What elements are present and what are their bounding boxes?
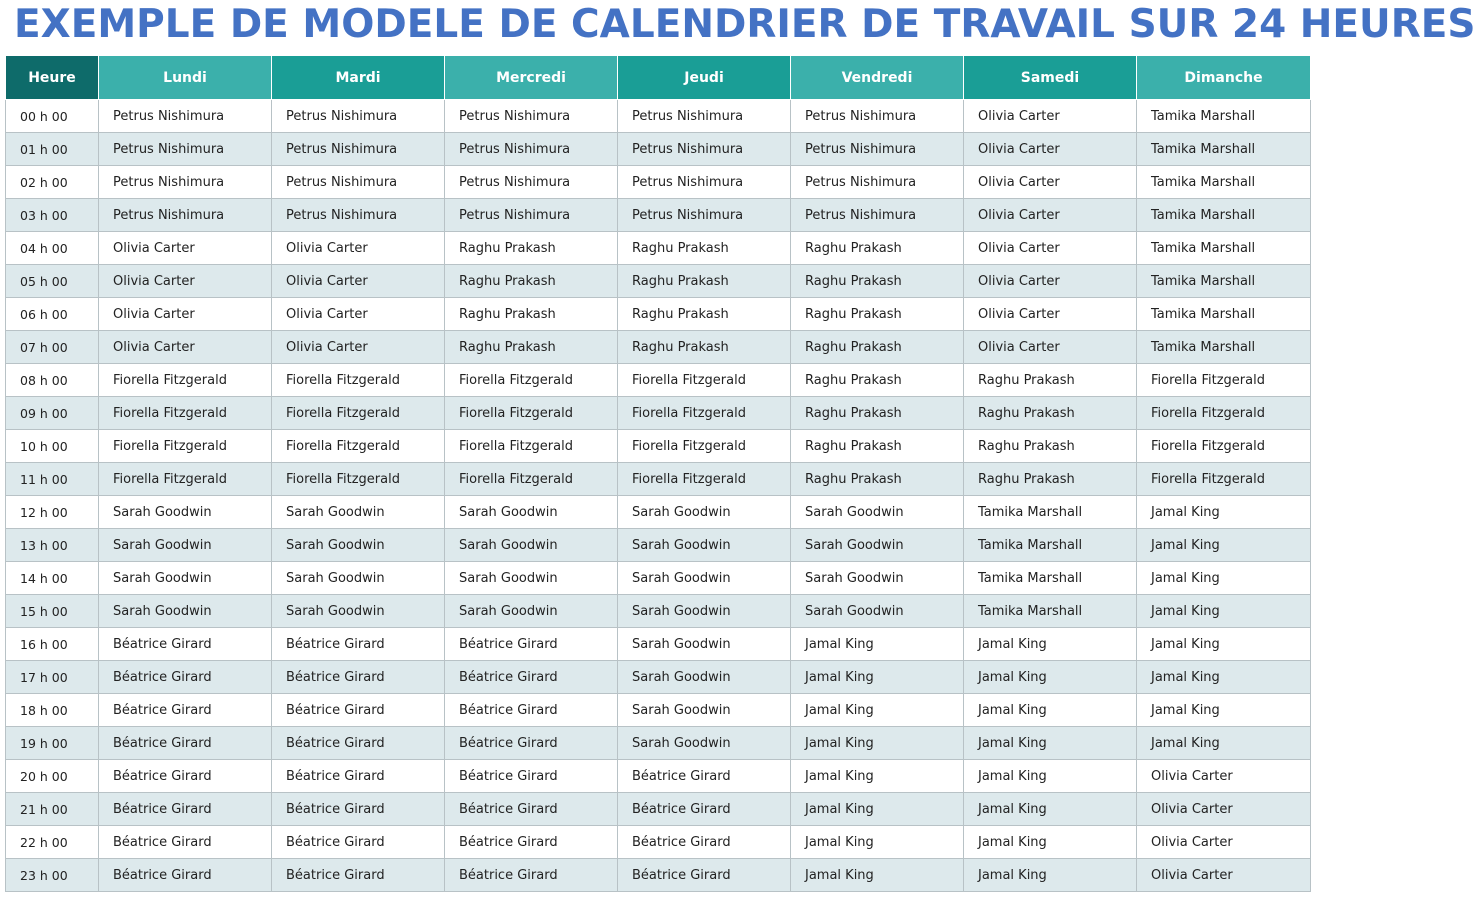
shift-cell-samedi[interactable]: Jamal King bbox=[964, 628, 1137, 661]
shift-cell-vendredi[interactable]: Jamal King bbox=[791, 727, 964, 760]
table-row bbox=[6, 562, 1311, 595]
shift-cell-samedi[interactable]: Tamika Marshall bbox=[964, 496, 1137, 529]
shift-cell-jeudi[interactable]: Béatrice Girard bbox=[618, 826, 791, 859]
shift-cell-mardi[interactable]: Petrus Nishimura bbox=[272, 166, 445, 199]
shift-cell-samedi[interactable]: Raghu Prakash bbox=[964, 397, 1137, 430]
hour-cell[interactable]: 19 h 00 bbox=[6, 727, 99, 760]
shift-cell-mercredi[interactable]: Béatrice Girard bbox=[445, 628, 618, 661]
shift-cell-samedi[interactable]: Olivia Carter bbox=[964, 265, 1137, 298]
shift-cell-mardi[interactable]: Béatrice Girard bbox=[272, 793, 445, 826]
header-cell-vendredi[interactable]: Vendredi bbox=[791, 56, 964, 100]
shift-cell-jeudi[interactable]: Béatrice Girard bbox=[618, 793, 791, 826]
shift-cell-vendredi[interactable]: Petrus Nishimura bbox=[791, 133, 964, 166]
shift-cell-vendredi[interactable]: Raghu Prakash bbox=[791, 331, 964, 364]
shift-cell-mercredi[interactable]: Béatrice Girard bbox=[445, 694, 618, 727]
shift-cell-mardi[interactable]: Olivia Carter bbox=[272, 298, 445, 331]
shift-cell-dimanche[interactable]: Tamika Marshall bbox=[1137, 133, 1311, 166]
hour-cell[interactable]: 03 h 00 bbox=[6, 199, 99, 232]
shift-cell-samedi[interactable]: Raghu Prakash bbox=[964, 463, 1137, 496]
shift-cell-jeudi[interactable]: Raghu Prakash bbox=[618, 331, 791, 364]
table-row bbox=[6, 628, 1311, 661]
header-cell-dimanche[interactable]: Dimanche bbox=[1137, 56, 1311, 100]
header-cell-jeudi[interactable]: Jeudi bbox=[618, 56, 791, 100]
shift-cell-vendredi[interactable]: Petrus Nishimura bbox=[791, 166, 964, 199]
shift-cell-mercredi[interactable]: Petrus Nishimura bbox=[445, 133, 618, 166]
shift-cell-samedi[interactable]: Jamal King bbox=[964, 826, 1137, 859]
shift-cell-vendredi[interactable]: Raghu Prakash bbox=[791, 265, 964, 298]
shift-cell-jeudi[interactable]: Petrus Nishimura bbox=[618, 166, 791, 199]
hour-cell[interactable]: 16 h 00 bbox=[6, 628, 99, 661]
hour-cell[interactable]: 11 h 00 bbox=[6, 463, 99, 496]
hour-cell[interactable]: 07 h 00 bbox=[6, 331, 99, 364]
shift-cell-mercredi[interactable]: Raghu Prakash bbox=[445, 298, 618, 331]
shift-cell-jeudi[interactable]: Sarah Goodwin bbox=[618, 529, 791, 562]
table-row bbox=[6, 463, 1311, 496]
table-row bbox=[6, 694, 1311, 727]
shift-cell-vendredi[interactable]: Jamal King bbox=[791, 694, 964, 727]
shift-cell-lundi[interactable]: Sarah Goodwin bbox=[99, 595, 272, 628]
shift-cell-lundi[interactable]: Olivia Carter bbox=[99, 232, 272, 265]
shift-cell-jeudi[interactable]: Raghu Prakash bbox=[618, 265, 791, 298]
hour-cell[interactable]: 15 h 00 bbox=[6, 595, 99, 628]
shift-cell-samedi[interactable]: Raghu Prakash bbox=[964, 364, 1137, 397]
shift-cell-samedi[interactable]: Olivia Carter bbox=[964, 298, 1137, 331]
shift-cell-jeudi[interactable]: Raghu Prakash bbox=[618, 298, 791, 331]
header-cell-heure[interactable]: Heure bbox=[6, 56, 99, 100]
shift-cell-jeudi[interactable]: Sarah Goodwin bbox=[618, 661, 791, 694]
table-row bbox=[6, 793, 1311, 826]
shift-cell-jeudi[interactable]: Sarah Goodwin bbox=[618, 727, 791, 760]
shift-cell-samedi[interactable]: Tamika Marshall bbox=[964, 562, 1137, 595]
shift-cell-samedi[interactable]: Raghu Prakash bbox=[964, 430, 1137, 463]
shift-cell-dimanche[interactable]: Jamal King bbox=[1137, 595, 1311, 628]
shift-cell-vendredi[interactable]: Jamal King bbox=[791, 661, 964, 694]
shift-cell-dimanche[interactable]: Tamika Marshall bbox=[1137, 331, 1311, 364]
shift-cell-vendredi[interactable]: Jamal King bbox=[791, 793, 964, 826]
shift-cell-dimanche[interactable]: Jamal King bbox=[1137, 628, 1311, 661]
shift-cell-mardi[interactable]: Béatrice Girard bbox=[272, 859, 445, 892]
hour-cell[interactable]: 14 h 00 bbox=[6, 562, 99, 595]
table-row bbox=[6, 133, 1311, 166]
shift-cell-samedi[interactable]: Tamika Marshall bbox=[964, 529, 1137, 562]
table-row bbox=[6, 859, 1311, 892]
shift-cell-mardi[interactable]: Olivia Carter bbox=[272, 265, 445, 298]
table-row bbox=[6, 529, 1311, 562]
shift-cell-mercredi[interactable]: Béatrice Girard bbox=[445, 826, 618, 859]
table-row bbox=[6, 661, 1311, 694]
shift-cell-dimanche[interactable]: Jamal King bbox=[1137, 727, 1311, 760]
hour-cell[interactable]: 08 h 00 bbox=[6, 364, 99, 397]
table-row bbox=[6, 265, 1311, 298]
shift-cell-vendredi[interactable]: Sarah Goodwin bbox=[791, 529, 964, 562]
header-row bbox=[6, 56, 1311, 100]
shift-cell-lundi[interactable]: Petrus Nishimura bbox=[99, 166, 272, 199]
shift-cell-mercredi[interactable]: Raghu Prakash bbox=[445, 331, 618, 364]
shift-cell-lundi[interactable]: Béatrice Girard bbox=[99, 760, 272, 793]
hour-cell[interactable]: 12 h 00 bbox=[6, 496, 99, 529]
shift-cell-dimanche[interactable]: Olivia Carter bbox=[1137, 826, 1311, 859]
hour-cell[interactable]: 17 h 00 bbox=[6, 661, 99, 694]
shift-cell-jeudi[interactable]: Fiorella Fitzgerald bbox=[618, 463, 791, 496]
shift-cell-vendredi[interactable]: Raghu Prakash bbox=[791, 364, 964, 397]
shift-cell-mercredi[interactable]: Sarah Goodwin bbox=[445, 562, 618, 595]
shift-cell-mardi[interactable]: Béatrice Girard bbox=[272, 628, 445, 661]
shift-cell-lundi[interactable]: Olivia Carter bbox=[99, 331, 272, 364]
header-cell-mercredi[interactable]: Mercredi bbox=[445, 56, 618, 100]
shift-cell-mardi[interactable]: Petrus Nishimura bbox=[272, 199, 445, 232]
shift-cell-samedi[interactable]: Olivia Carter bbox=[964, 133, 1137, 166]
shift-cell-samedi[interactable]: Jamal King bbox=[964, 661, 1137, 694]
shift-cell-jeudi[interactable]: Petrus Nishimura bbox=[618, 199, 791, 232]
shift-cell-jeudi[interactable]: Béatrice Girard bbox=[618, 859, 791, 892]
table-row bbox=[6, 727, 1311, 760]
hour-cell[interactable]: 22 h 00 bbox=[6, 826, 99, 859]
shift-cell-lundi[interactable]: Sarah Goodwin bbox=[99, 496, 272, 529]
table-row bbox=[6, 199, 1311, 232]
shift-cell-mercredi[interactable]: Petrus Nishimura bbox=[445, 100, 618, 133]
shift-cell-dimanche[interactable]: Tamika Marshall bbox=[1137, 265, 1311, 298]
shift-cell-vendredi[interactable]: Jamal King bbox=[791, 859, 964, 892]
shift-cell-dimanche[interactable]: Olivia Carter bbox=[1137, 859, 1311, 892]
shift-cell-jeudi[interactable]: Sarah Goodwin bbox=[618, 694, 791, 727]
shift-cell-lundi[interactable]: Béatrice Girard bbox=[99, 727, 272, 760]
shift-cell-lundi[interactable]: Béatrice Girard bbox=[99, 826, 272, 859]
shift-cell-vendredi[interactable]: Raghu Prakash bbox=[791, 430, 964, 463]
hour-cell[interactable]: 23 h 00 bbox=[6, 859, 99, 892]
table-row bbox=[6, 826, 1311, 859]
table-row bbox=[6, 331, 1311, 364]
shift-cell-mardi[interactable]: Petrus Nishimura bbox=[272, 133, 445, 166]
table-row bbox=[6, 595, 1311, 628]
schedule-body bbox=[6, 100, 1311, 892]
shift-cell-mardi[interactable]: Sarah Goodwin bbox=[272, 496, 445, 529]
shift-cell-vendredi[interactable]: Jamal King bbox=[791, 628, 964, 661]
shift-cell-mercredi[interactable]: Raghu Prakash bbox=[445, 265, 618, 298]
shift-cell-lundi[interactable]: Béatrice Girard bbox=[99, 859, 272, 892]
shift-cell-jeudi[interactable]: Fiorella Fitzgerald bbox=[618, 397, 791, 430]
shift-cell-dimanche[interactable]: Jamal King bbox=[1137, 562, 1311, 595]
hour-cell[interactable]: 18 h 00 bbox=[6, 694, 99, 727]
hour-cell[interactable]: 20 h 00 bbox=[6, 760, 99, 793]
hour-cell[interactable]: 09 h 00 bbox=[6, 397, 99, 430]
shift-cell-mercredi[interactable]: Béatrice Girard bbox=[445, 859, 618, 892]
shift-cell-dimanche[interactable]: Jamal King bbox=[1137, 496, 1311, 529]
hour-cell[interactable]: 13 h 00 bbox=[6, 529, 99, 562]
shift-cell-mercredi[interactable]: Sarah Goodwin bbox=[445, 529, 618, 562]
header-cell-lundi[interactable]: Lundi bbox=[99, 56, 272, 100]
page-title: EXEMPLE DE MODELE DE CALENDRIER DE TRAVAIL SUR 24 HEURES bbox=[14, 2, 1476, 47]
shift-cell-lundi[interactable]: Fiorella Fitzgerald bbox=[99, 397, 272, 430]
shift-cell-lundi[interactable]: Béatrice Girard bbox=[99, 694, 272, 727]
table-row bbox=[6, 100, 1311, 133]
shift-cell-samedi[interactable]: Jamal King bbox=[964, 859, 1137, 892]
shift-cell-mercredi[interactable]: Béatrice Girard bbox=[445, 727, 618, 760]
shift-cell-dimanche[interactable]: Jamal King bbox=[1137, 529, 1311, 562]
shift-cell-dimanche[interactable]: Olivia Carter bbox=[1137, 760, 1311, 793]
shift-cell-jeudi[interactable]: Raghu Prakash bbox=[618, 232, 791, 265]
schedule-table bbox=[5, 55, 1311, 892]
shift-cell-mercredi[interactable]: Béatrice Girard bbox=[445, 661, 618, 694]
shift-cell-mardi[interactable]: Béatrice Girard bbox=[272, 694, 445, 727]
shift-cell-lundi[interactable]: Béatrice Girard bbox=[99, 793, 272, 826]
shift-cell-mardi[interactable]: Béatrice Girard bbox=[272, 760, 445, 793]
shift-cell-mardi[interactable]: Fiorella Fitzgerald bbox=[272, 430, 445, 463]
shift-cell-dimanche[interactable]: Fiorella Fitzgerald bbox=[1137, 397, 1311, 430]
shift-cell-vendredi[interactable]: Raghu Prakash bbox=[791, 232, 964, 265]
table-row bbox=[6, 496, 1311, 529]
table-row bbox=[6, 232, 1311, 265]
shift-cell-mardi[interactable]: Béatrice Girard bbox=[272, 661, 445, 694]
shift-cell-lundi[interactable]: Petrus Nishimura bbox=[99, 100, 272, 133]
table-row bbox=[6, 760, 1311, 793]
shift-cell-jeudi[interactable]: Petrus Nishimura bbox=[618, 133, 791, 166]
shift-cell-lundi[interactable]: Olivia Carter bbox=[99, 298, 272, 331]
shift-cell-lundi[interactable]: Béatrice Girard bbox=[99, 628, 272, 661]
shift-cell-jeudi[interactable]: Sarah Goodwin bbox=[618, 628, 791, 661]
shift-cell-dimanche[interactable]: Tamika Marshall bbox=[1137, 232, 1311, 265]
shift-cell-vendredi[interactable]: Sarah Goodwin bbox=[791, 496, 964, 529]
shift-cell-mercredi[interactable]: Béatrice Girard bbox=[445, 793, 618, 826]
hour-cell[interactable]: 04 h 00 bbox=[6, 232, 99, 265]
table-row bbox=[6, 298, 1311, 331]
shift-cell-vendredi[interactable]: Jamal King bbox=[791, 826, 964, 859]
shift-cell-mercredi[interactable]: Béatrice Girard bbox=[445, 760, 618, 793]
shift-cell-mercredi[interactable]: Petrus Nishimura bbox=[445, 166, 618, 199]
shift-cell-mercredi[interactable]: Petrus Nishimura bbox=[445, 199, 618, 232]
shift-cell-vendredi[interactable]: Raghu Prakash bbox=[791, 463, 964, 496]
shift-cell-vendredi[interactable]: Sarah Goodwin bbox=[791, 562, 964, 595]
shift-cell-samedi[interactable]: Olivia Carter bbox=[964, 199, 1137, 232]
shift-cell-dimanche[interactable]: Jamal King bbox=[1137, 661, 1311, 694]
shift-cell-mercredi[interactable]: Fiorella Fitzgerald bbox=[445, 397, 618, 430]
hour-cell[interactable]: 06 h 00 bbox=[6, 298, 99, 331]
shift-cell-mardi[interactable]: Fiorella Fitzgerald bbox=[272, 397, 445, 430]
table-row bbox=[6, 397, 1311, 430]
shift-cell-vendredi[interactable]: Sarah Goodwin bbox=[791, 595, 964, 628]
shift-cell-samedi[interactable]: Olivia Carter bbox=[964, 100, 1137, 133]
shift-cell-samedi[interactable]: Olivia Carter bbox=[964, 166, 1137, 199]
shift-cell-dimanche[interactable]: Tamika Marshall bbox=[1137, 298, 1311, 331]
hour-cell[interactable]: 01 h 00 bbox=[6, 133, 99, 166]
shift-cell-mardi[interactable]: Béatrice Girard bbox=[272, 727, 445, 760]
shift-cell-mardi[interactable]: Sarah Goodwin bbox=[272, 529, 445, 562]
shift-cell-mercredi[interactable]: Sarah Goodwin bbox=[445, 595, 618, 628]
shift-cell-vendredi[interactable]: Jamal King bbox=[791, 760, 964, 793]
shift-cell-jeudi[interactable]: Sarah Goodwin bbox=[618, 496, 791, 529]
shift-cell-vendredi[interactable]: Petrus Nishimura bbox=[791, 100, 964, 133]
shift-cell-mardi[interactable]: Béatrice Girard bbox=[272, 826, 445, 859]
shift-cell-mardi[interactable]: Olivia Carter bbox=[272, 331, 445, 364]
shift-cell-samedi[interactable]: Jamal King bbox=[964, 694, 1137, 727]
shift-cell-dimanche[interactable]: Fiorella Fitzgerald bbox=[1137, 364, 1311, 397]
header-cell-mardi[interactable]: Mardi bbox=[272, 56, 445, 100]
shift-cell-lundi[interactable]: Sarah Goodwin bbox=[99, 529, 272, 562]
hour-cell[interactable]: 21 h 00 bbox=[6, 793, 99, 826]
shift-cell-samedi[interactable]: Olivia Carter bbox=[964, 232, 1137, 265]
shift-cell-jeudi[interactable]: Sarah Goodwin bbox=[618, 595, 791, 628]
shift-cell-mardi[interactable]: Fiorella Fitzgerald bbox=[272, 463, 445, 496]
shift-cell-vendredi[interactable]: Raghu Prakash bbox=[791, 397, 964, 430]
shift-cell-lundi[interactable]: Fiorella Fitzgerald bbox=[99, 364, 272, 397]
shift-cell-samedi[interactable]: Jamal King bbox=[964, 760, 1137, 793]
shift-cell-mardi[interactable]: Fiorella Fitzgerald bbox=[272, 364, 445, 397]
shift-cell-mardi[interactable]: Petrus Nishimura bbox=[272, 100, 445, 133]
shift-cell-mercredi[interactable]: Fiorella Fitzgerald bbox=[445, 364, 618, 397]
shift-cell-mercredi[interactable]: Fiorella Fitzgerald bbox=[445, 430, 618, 463]
shift-cell-dimanche[interactable]: Tamika Marshall bbox=[1137, 199, 1311, 232]
shift-cell-samedi[interactable]: Tamika Marshall bbox=[964, 595, 1137, 628]
shift-cell-mercredi[interactable]: Sarah Goodwin bbox=[445, 496, 618, 529]
shift-cell-lundi[interactable]: Béatrice Girard bbox=[99, 661, 272, 694]
shift-cell-mardi[interactable]: Sarah Goodwin bbox=[272, 595, 445, 628]
shift-cell-lundi[interactable]: Fiorella Fitzgerald bbox=[99, 463, 272, 496]
shift-cell-lundi[interactable]: Petrus Nishimura bbox=[99, 133, 272, 166]
shift-cell-lundi[interactable]: Olivia Carter bbox=[99, 265, 272, 298]
shift-cell-mardi[interactable]: Sarah Goodwin bbox=[272, 562, 445, 595]
shift-cell-dimanche[interactable]: Fiorella Fitzgerald bbox=[1137, 463, 1311, 496]
shift-cell-jeudi[interactable]: Sarah Goodwin bbox=[618, 562, 791, 595]
shift-cell-mardi[interactable]: Olivia Carter bbox=[272, 232, 445, 265]
shift-cell-lundi[interactable]: Sarah Goodwin bbox=[99, 562, 272, 595]
shift-cell-dimanche[interactable]: Tamika Marshall bbox=[1137, 100, 1311, 133]
hour-cell[interactable]: 05 h 00 bbox=[6, 265, 99, 298]
shift-cell-vendredi[interactable]: Raghu Prakash bbox=[791, 298, 964, 331]
shift-cell-mercredi[interactable]: Raghu Prakash bbox=[445, 232, 618, 265]
shift-cell-jeudi[interactable]: Petrus Nishimura bbox=[618, 100, 791, 133]
shift-cell-samedi[interactable]: Jamal King bbox=[964, 793, 1137, 826]
shift-cell-jeudi[interactable]: Béatrice Girard bbox=[618, 760, 791, 793]
shift-cell-jeudi[interactable]: Fiorella Fitzgerald bbox=[618, 364, 791, 397]
shift-cell-lundi[interactable]: Petrus Nishimura bbox=[99, 199, 272, 232]
table-row bbox=[6, 166, 1311, 199]
shift-cell-jeudi[interactable]: Fiorella Fitzgerald bbox=[618, 430, 791, 463]
shift-cell-dimanche[interactable]: Jamal King bbox=[1137, 694, 1311, 727]
header-cell-samedi[interactable]: Samedi bbox=[964, 56, 1137, 100]
shift-cell-lundi[interactable]: Fiorella Fitzgerald bbox=[99, 430, 272, 463]
table-row bbox=[6, 430, 1311, 463]
shift-cell-samedi[interactable]: Olivia Carter bbox=[964, 331, 1137, 364]
shift-cell-dimanche[interactable]: Tamika Marshall bbox=[1137, 166, 1311, 199]
shift-cell-dimanche[interactable]: Olivia Carter bbox=[1137, 793, 1311, 826]
shift-cell-dimanche[interactable]: Fiorella Fitzgerald bbox=[1137, 430, 1311, 463]
table-row bbox=[6, 364, 1311, 397]
hour-cell[interactable]: 10 h 00 bbox=[6, 430, 99, 463]
hour-cell[interactable]: 02 h 00 bbox=[6, 166, 99, 199]
shift-cell-mercredi[interactable]: Fiorella Fitzgerald bbox=[445, 463, 618, 496]
hour-cell[interactable]: 00 h 00 bbox=[6, 100, 99, 133]
shift-cell-samedi[interactable]: Jamal King bbox=[964, 727, 1137, 760]
shift-cell-vendredi[interactable]: Petrus Nishimura bbox=[791, 199, 964, 232]
